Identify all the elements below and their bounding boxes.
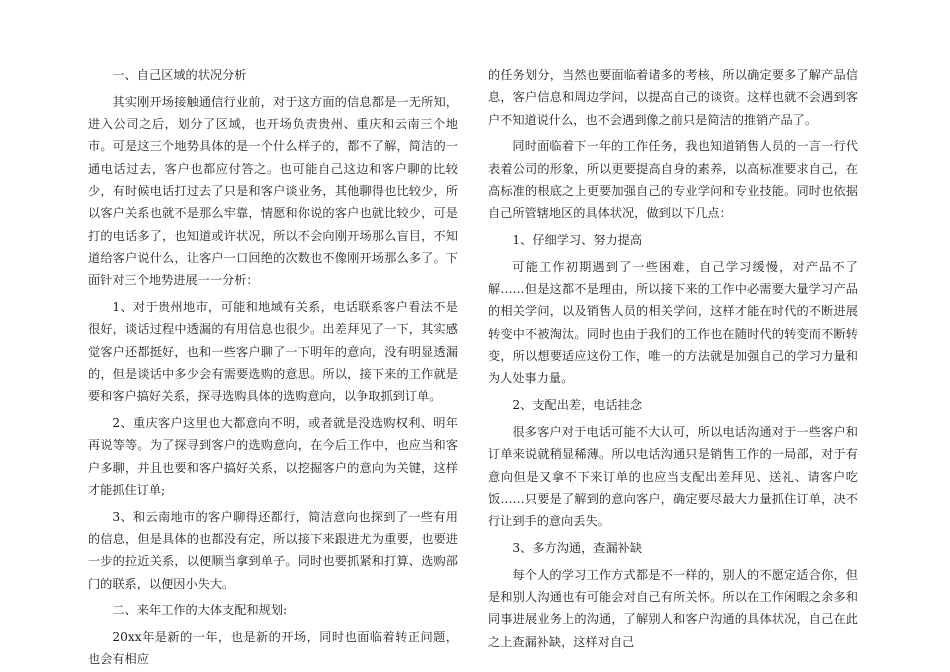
paragraph-guizhou: 1、对于贵州地市，可能和地域有关系，电话联系客户看法不是很好，谈话过程中透漏的有用信息也很少。出差拜见了一下，其实感觉客户还都挺好，也和一些客户聊了一下明年的意向，没有明显透漏的，但是谈话中多少会有需要选购的意思。所以，接下来的工作就是要和客户搞好关系，探寻选购具体的选购意向，以争取抓到订单。 bbox=[88, 299, 458, 404]
paragraph-study: 可能工作初期遇到了一些困难，自己学习缓慢，对产品不了解……但是这都不是理由，所以接下来的工作中必需要大量学习产品的相关学问，以及销售人员的相关学问，这样才能在时代的不断进展转变中不被淘汰。同时也由于我们的工作也在随时代的转变而不断转变，所以想要适应这份工作，唯一的方法就是加强自己的学习力量和为人处事力量。 bbox=[488, 259, 858, 386]
paragraph-tasks: 同时面临着下一年的工作任务，我也知道销售人员的一言一行代表着公司的形象，所以更要提高自身的素养，以高标准要求自己，在高标准的根底之上更要加强自己的专业学问和专业技能。同时也依据自己所管辖地区的具体状况，做到以下几点： bbox=[488, 139, 858, 221]
subheading-communication: 3、多方沟通，查漏补缺 bbox=[512, 540, 643, 555]
right-column bbox=[488, 64, 858, 653]
subheading-business-trip: 2、支配出差，电话挂念 bbox=[512, 398, 643, 413]
section-heading-next-year-plan: 二、来年工作的大体支配和规划: bbox=[112, 603, 288, 618]
paragraph-communication: 每个人的学习工作方式都是不一样的，别人的不愿定适合你，但是和别人沟通也有可能会对自己有所关怀。所以在工作闲暇之余多和同事进展业务上的沟通，了解别人和客户沟通的具体状况，自己在此之上查漏补缺，这样对自己 bbox=[488, 567, 858, 649]
paragraph-continuation: 的任务划分，当然也要面临着诸多的考核，所以确定要多了解产品信息，客户信息和周边学问，以提高自己的谈资。这样也就不会遇到客户不知道说什么，也不会遇到像之前只是简洁的推销产品了。 bbox=[488, 68, 858, 127]
subheading-study: 1、仔细学习、努力提高 bbox=[512, 233, 643, 248]
paragraph-yunnan: 3、和云南地市的客户聊得还都行，简洁意向也探到了一些有用的信息，但是具体的也都没有定，所以接下来跟进尤为重要，也要进一步的拉近关系，以便顺当拿到单子。同时也要抓紧和打算、选购部门的联系，以便因小失大。 bbox=[88, 509, 458, 591]
paragraph-new-year: 20xx年是新的一年，也是新的开场，同时也面临着转正问题，也会有相应 bbox=[88, 630, 458, 667]
paragraph-intro: 其实刚开场接触通信行业前，对于这方面的信息都是一无所知，进入公司之后，划分了区域，也开场负责贵州、重庆和云南三个地市。可是这三个地势具体的是一个什么样子的，都不了解，简洁的一通电话过去，客户也都应付答之。也可能自己这边和客户聊的比较少，有时候电话打过去了只是和客户谈业务，其他聊得也比较少，所以客户关系也就不是那么牢靠，情愿和你说的客户也就比较少，可是打的电话多了，也知道或许状况，所以不会向刚开场那么盲目，不知道给客户说什么，让客户一口回绝的次数也不像刚开场那么多了。下面针对三个地势进展一一分析： bbox=[88, 94, 458, 288]
section-heading-region-analysis: 一、自己区域的状况分析 bbox=[112, 68, 247, 82]
left-column bbox=[88, 64, 458, 671]
paragraph-chongqing: 2、重庆客户这里也大都意向不明，或者就是没选购权利、明年再说等等。为了探寻到客户的选购意向，在今后工作中，也应当和客户多聊，并且也要和客户搞好关系，以挖掘客户的意向为关键，这样才能抓住订单; bbox=[88, 415, 458, 497]
paragraph-business-trip: 很多客户对于电话可能不大认可，所以电话沟通对于一些客户和订单来说就稍显稀薄。所以电话沟通只是销售工作的一局部，对于有意向但是又拿不下来订单的也应当支配出差拜见、送礼、请客户吃饭……只要是了解到的意向客户，确定要尽最大力量抓住订单，决不行让到手的意向丢失。 bbox=[488, 424, 858, 529]
